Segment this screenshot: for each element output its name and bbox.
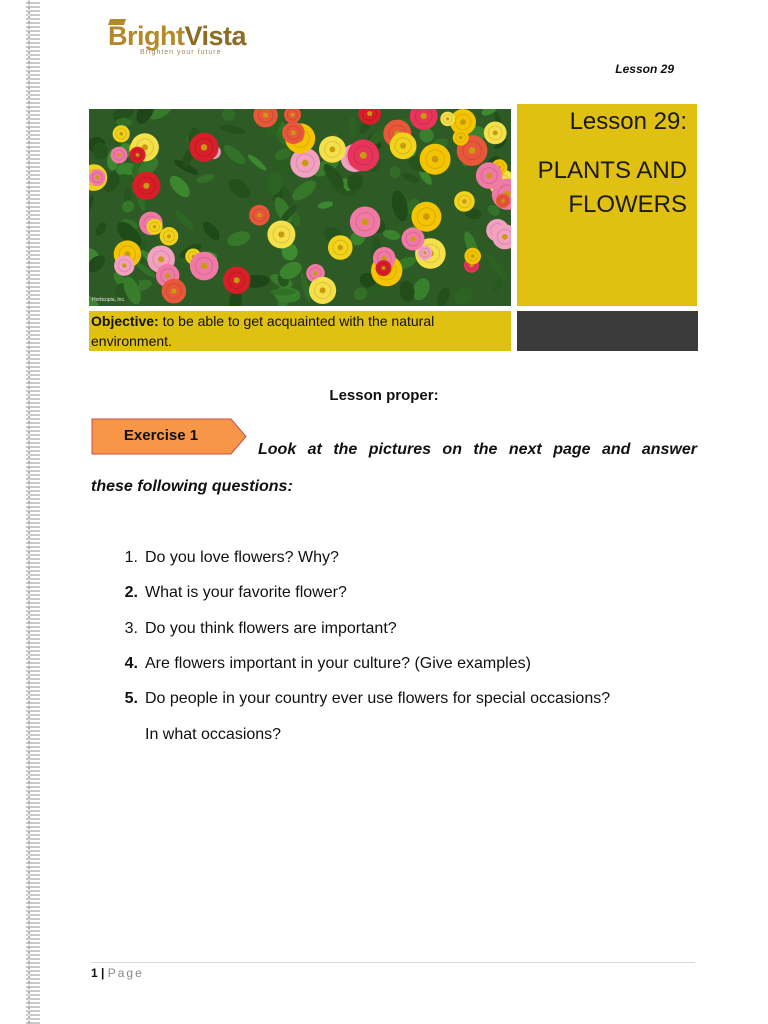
page-number: 1: [91, 966, 98, 980]
lesson-title-box: [517, 104, 697, 306]
objective-text: to be able to get acquainted with the natural environment.: [91, 313, 435, 349]
objective-box: [89, 311, 511, 351]
brand-logo: [108, 22, 246, 56]
dark-accent-box: [517, 311, 698, 351]
lesson-number-title: Lesson 29:: [569, 108, 687, 135]
question-text: Are flowers important in your culture? (Give examples): [145, 655, 531, 672]
question-number: 3.: [124, 620, 138, 637]
page-footer: [91, 966, 144, 980]
flowers-photo: [89, 109, 511, 306]
exercise-badge: [91, 418, 247, 455]
footer-separator: |: [97, 966, 108, 980]
binding-stitch: [28, 0, 30, 1024]
exercise-instruction-line1: Look at the pictures on the next page and answer: [258, 441, 697, 458]
question-number: 1.: [124, 549, 138, 566]
brand-tagline: Brighten your future: [140, 49, 222, 56]
question-number: 5.: [124, 690, 138, 707]
question-number: 4.: [124, 655, 138, 672]
objective-label: Objective:: [91, 313, 159, 329]
question-text: What is your favorite flower?: [145, 584, 347, 601]
question-continuation: In what occasions?: [145, 726, 282, 743]
lesson-topic-title: PLANTS AND FLOWERS: [537, 157, 687, 218]
page-word: Page: [107, 966, 144, 980]
brand-name: BrightVista: [108, 21, 247, 51]
photo-credit: Horticopia, Inc.: [92, 297, 126, 303]
question-text: Do you think flowers are important?: [145, 620, 397, 637]
exercise-instruction-line2: these following questions:: [91, 478, 293, 495]
footer-divider: [91, 962, 695, 963]
section-heading: Lesson proper:: [329, 387, 439, 404]
flowers-illustration: [89, 109, 511, 306]
question-text: Do people in your country ever use flowers for special occasions?: [145, 690, 611, 707]
header-lesson-label: Lesson 29: [615, 62, 674, 76]
question-text: Do you love flowers? Why?: [145, 549, 339, 566]
question-number: 2.: [124, 584, 138, 601]
binding-edge: [0, 0, 40, 1024]
exercise-label: Exercise 1: [123, 427, 199, 444]
